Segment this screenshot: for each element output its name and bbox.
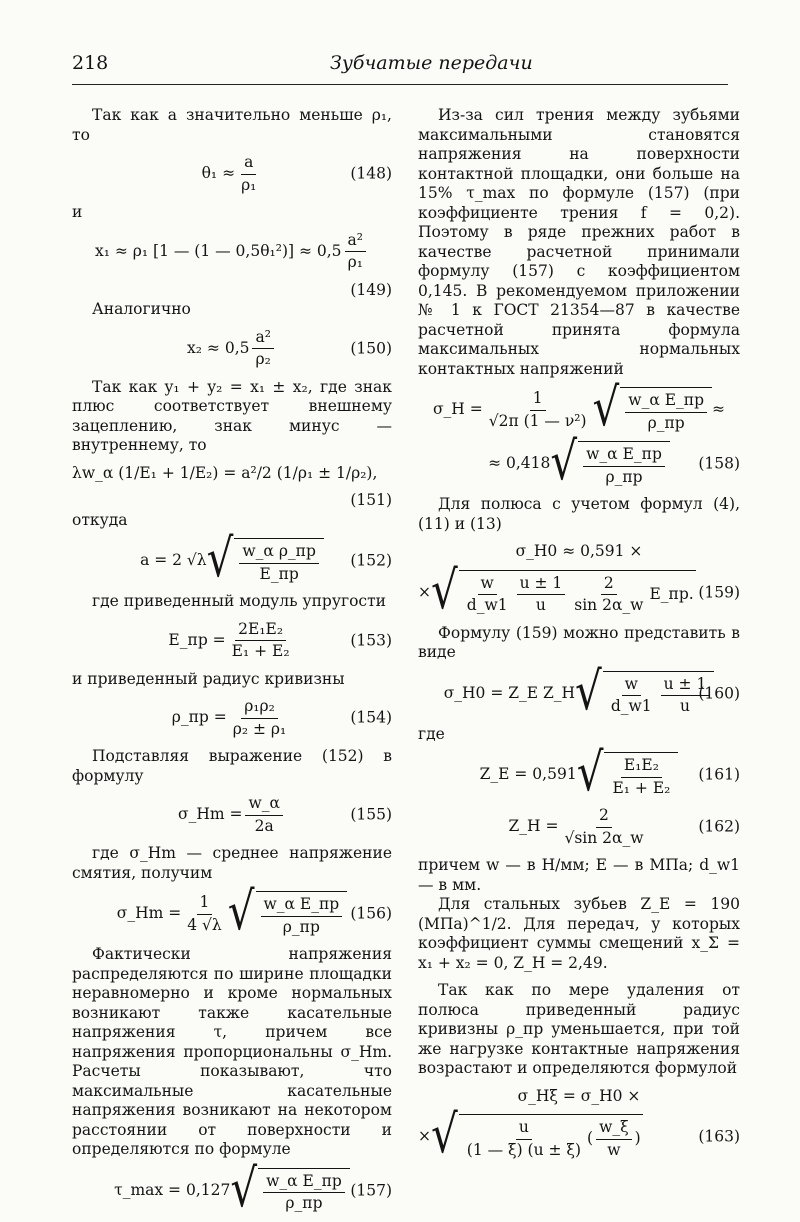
paragraph: Из-за сил трения между зубьями максимальными становятся напряжения на поверхности контактной площадки, они больше на 15% τ_max по формуле (157) (при коэффициенте трения f = 0,2). Поэтому в ряде прежних работ в качестве расчетной принимали формулу (157) с коэффициентом 0,145. В рекомендуемом приложении № 1 к ГОСТ 21354—87 в качестве расчетной принята формула максимальных нормальных контактных напряжений bbox=[418, 106, 740, 378]
equation-163-line1 bbox=[418, 1087, 740, 1107]
fraction bbox=[261, 895, 343, 937]
fraction bbox=[263, 1172, 345, 1214]
fraction bbox=[625, 391, 707, 433]
equation-number: (149) bbox=[350, 280, 392, 299]
radical bbox=[550, 430, 670, 492]
fraction bbox=[596, 1118, 632, 1160]
radical bbox=[431, 558, 696, 620]
sqrt-icon: √ bbox=[230, 1156, 258, 1218]
eq-lhs: x₂ ≈ 0,5 bbox=[187, 338, 250, 357]
numerator: a² bbox=[345, 231, 366, 253]
denominator: ρ₁ bbox=[241, 175, 257, 194]
fraction bbox=[486, 389, 590, 431]
denominator: ρ_пр bbox=[285, 1194, 323, 1212]
paragraph: Аналогично bbox=[92, 300, 191, 318]
radical bbox=[576, 741, 679, 803]
equation-151 bbox=[72, 464, 392, 484]
equation-154 bbox=[72, 697, 392, 739]
numerator: u ± 1 bbox=[517, 574, 566, 596]
running-title: Зубчатые передачи bbox=[330, 52, 533, 74]
sqrt-icon: √ bbox=[227, 880, 255, 942]
equation-number: (154) bbox=[350, 708, 392, 727]
numerator: a bbox=[241, 153, 256, 175]
paragraph: откуда bbox=[72, 510, 128, 529]
denominator: E₁ + E₂ bbox=[231, 642, 290, 660]
numerator: w bbox=[622, 675, 641, 697]
eq-lhs: σ_Hm = bbox=[178, 805, 243, 824]
fraction bbox=[245, 794, 282, 836]
denominator: √sin 2α_w bbox=[564, 828, 644, 847]
fraction bbox=[517, 574, 566, 616]
numerator: w_α ρ_пр bbox=[239, 542, 319, 564]
eq-lhs: σ_H = bbox=[432, 400, 483, 419]
radical bbox=[227, 880, 348, 942]
fraction bbox=[230, 697, 290, 739]
fraction bbox=[571, 574, 646, 616]
numerator: 1 bbox=[530, 389, 546, 411]
fraction bbox=[229, 620, 293, 662]
denominator: (1 — ξ) (u ± ξ) bbox=[466, 1140, 581, 1159]
equation-148 bbox=[72, 153, 392, 195]
sqrt-icon: √ bbox=[575, 659, 602, 721]
left-column bbox=[72, 106, 392, 1222]
paragraph: Для стальных зубьев Z_E = 190 (МПа)^1/2. Для передач, у которых коэффициент суммы смещений x_Σ = x₁ + x₂ = 0, Z_H = 2,49. bbox=[418, 895, 740, 972]
paragraph: Подставляя выражение (152) в формулу bbox=[72, 747, 392, 785]
paragraph: причем w — в Н/мм; E — в МПа; d_w1 — в мм. bbox=[418, 856, 740, 894]
equation-149 bbox=[72, 231, 392, 273]
numerator: w_ξ bbox=[596, 1118, 632, 1140]
denominator: u bbox=[679, 697, 690, 715]
equation-number: (159) bbox=[698, 582, 740, 601]
paragraph: Так как a значительно меньше ρ₁, то bbox=[72, 106, 392, 144]
eq-lhs: θ₁ ≈ bbox=[201, 164, 236, 183]
numerator: w_α E_пр bbox=[261, 895, 343, 917]
numerator: 2 bbox=[601, 574, 617, 596]
radical bbox=[592, 376, 713, 438]
page-header bbox=[72, 52, 728, 82]
denominator: sin 2α_w bbox=[574, 596, 644, 614]
numerator: w_α E_пр bbox=[625, 391, 707, 413]
equation-150 bbox=[72, 328, 392, 370]
equation-163 bbox=[418, 1103, 740, 1165]
paragraph: Так как по мере удаления от полюса приведенный радиус кривизны ρ_пр уменьшается, при той же нагрузке контактные напряжения возрастают и определяются формулой bbox=[418, 981, 740, 1077]
radical: √ $\frac{u}{(1 — \xi) (u \pm \xi)}$ ( $\frac{w\_\xi}{w}$ ) bbox=[431, 1103, 641, 1165]
paragraph: где приведенный модуль упругости bbox=[92, 592, 387, 610]
eq-lhs: Z_E = 0,591 bbox=[479, 765, 577, 784]
equation-159 bbox=[418, 558, 740, 620]
eq-lhs: x₁ ≈ ρ₁ [1 — (1 — 0,5θ₁²)] ≈ 0,5 bbox=[94, 241, 342, 260]
eq-lhs: σ_H0 ≈ 0,591 × bbox=[515, 542, 643, 560]
fraction bbox=[561, 806, 646, 848]
equation-161 bbox=[418, 741, 740, 803]
eq-tail: E_пр. bbox=[649, 584, 694, 603]
equation-number: (152) bbox=[350, 551, 392, 570]
denominator: d_w1 bbox=[466, 596, 508, 614]
times-sign: × bbox=[418, 582, 431, 601]
radical bbox=[206, 527, 324, 589]
equation-number: (155) bbox=[350, 805, 392, 824]
equation-number: (157) bbox=[350, 1180, 392, 1199]
numerator: w_α E_пр bbox=[263, 1172, 345, 1194]
denominator: √2π (1 — ν²) bbox=[488, 411, 587, 430]
radical bbox=[230, 1156, 350, 1218]
denominator: ρ₂ bbox=[255, 350, 271, 368]
fraction bbox=[238, 153, 259, 195]
equation-160 bbox=[418, 659, 740, 721]
fraction bbox=[609, 756, 673, 798]
paragraph: Формулу (159) можно представить в виде bbox=[418, 623, 740, 661]
eq-text: λw_α (1/E₁ + 1/E₂) = a²/2 (1/ρ₁ ± 1/ρ₂), bbox=[72, 463, 378, 482]
numerator: u ± 1 bbox=[661, 675, 710, 697]
sqrt-icon: √ bbox=[206, 527, 234, 589]
fraction bbox=[252, 328, 273, 370]
equation-number: (161) bbox=[698, 765, 740, 784]
numerator: 1 bbox=[197, 893, 213, 915]
denominator: 4 √λ bbox=[187, 915, 222, 934]
equation-158 bbox=[418, 376, 740, 438]
denominator: E₁ + E₂ bbox=[612, 778, 671, 797]
numerator: w_α bbox=[245, 794, 282, 816]
equation-155 bbox=[72, 794, 392, 836]
equation-158-line2 bbox=[418, 430, 740, 492]
equation-156 bbox=[72, 880, 392, 942]
equation-number: (151) bbox=[350, 491, 392, 509]
equation-157 bbox=[72, 1156, 392, 1218]
numerator: 2E₁E₂ bbox=[235, 620, 286, 642]
eq-lhs: τ_max = 0,127 bbox=[114, 1180, 231, 1199]
equation-number: (153) bbox=[350, 630, 392, 649]
denominator: ρ_пр bbox=[605, 467, 643, 486]
denominator: E_пр bbox=[259, 564, 299, 583]
times-sign: × bbox=[418, 1127, 431, 1146]
equation-159-line1 bbox=[418, 542, 740, 562]
eq-lhs: ≈ 0,418 bbox=[488, 454, 551, 473]
denominator: ρ₂ ± ρ₁ bbox=[232, 719, 287, 738]
denominator: w bbox=[607, 1140, 621, 1159]
equation-153 bbox=[72, 620, 392, 662]
paragraph: где bbox=[418, 724, 445, 743]
numerator: w_α E_пр bbox=[583, 445, 665, 467]
paragraph: и приведенный радиус кривизны bbox=[72, 669, 345, 688]
fraction bbox=[239, 542, 319, 584]
sqrt-icon: √ bbox=[592, 376, 620, 438]
denominator: d_w1 bbox=[610, 697, 652, 715]
numerator: a² bbox=[252, 328, 273, 350]
fraction bbox=[345, 231, 366, 273]
sqrt-icon: √ bbox=[431, 1103, 458, 1165]
fraction bbox=[464, 1118, 584, 1160]
numerator: w bbox=[478, 574, 497, 596]
eq-lhs: σ_Hξ = σ_H0 × bbox=[517, 1086, 641, 1105]
right-column bbox=[418, 106, 740, 1168]
eq-lhs: σ_Hm = bbox=[116, 904, 182, 923]
eq-lhs: σ_H0 = Z_E Z_H bbox=[443, 683, 576, 702]
denominator: ρ_пр bbox=[282, 917, 320, 936]
paragraph: где σ_Hm — среднее напряжение смятия, получим bbox=[72, 844, 392, 882]
numerator: E₁E₂ bbox=[621, 756, 662, 778]
denominator: 2a bbox=[254, 816, 274, 835]
eq-lhs: a = 2 √λ bbox=[140, 551, 207, 570]
paragraph: Фактически напряжения распределяются по ширине площадки неравномерно и кроме нормальных возникают также касательные напряжения τ, причем все напряжения пропорциональны σ_Hm. Расчеты показывают, что максимальные касательные напряжения возникают на некотором расстоянии от поверхности и определяются по формуле bbox=[72, 945, 392, 1158]
numerator: 2 bbox=[596, 806, 612, 828]
approx-sign: ≈ bbox=[712, 400, 726, 419]
denominator: ρ_пр bbox=[647, 413, 685, 432]
equation-162 bbox=[418, 806, 740, 848]
paragraph: и bbox=[72, 203, 83, 221]
numerator: u bbox=[516, 1118, 532, 1140]
denominator: u bbox=[535, 596, 546, 614]
equation-152 bbox=[72, 527, 392, 589]
page-number: 218 bbox=[72, 52, 109, 74]
numerator: ρ₁ρ₂ bbox=[241, 697, 278, 719]
fraction bbox=[583, 445, 665, 487]
equation-number: (156) bbox=[350, 904, 392, 923]
fraction bbox=[464, 574, 511, 616]
equation-number: (150) bbox=[350, 338, 392, 357]
eq-lhs: Z_H = bbox=[508, 817, 559, 836]
sqrt-icon: √ bbox=[431, 558, 458, 620]
sqrt-icon: √ bbox=[550, 430, 578, 492]
eq-lhs: E_пр = bbox=[168, 630, 226, 649]
fraction bbox=[608, 675, 655, 717]
header-rule bbox=[72, 84, 728, 85]
equation-number: (160) bbox=[698, 683, 740, 702]
radical bbox=[575, 659, 714, 721]
equation-number: (158) bbox=[698, 454, 740, 473]
denominator: ρ₁ bbox=[347, 253, 363, 271]
paragraph: Так как y₁ + y₂ = x₁ ± x₂, где знак плюс соответствует внешнему зацеплению, знак минус — внутреннему, то bbox=[72, 377, 392, 454]
equation-number: (162) bbox=[698, 817, 740, 836]
sqrt-icon: √ bbox=[576, 741, 604, 803]
paragraph: Для полюса с учетом формул (4), (11) и (13) bbox=[418, 495, 740, 533]
equation-number: (148) bbox=[350, 164, 392, 183]
eq-lhs: ρ_пр = bbox=[171, 708, 227, 727]
fraction bbox=[184, 893, 225, 935]
equation-number: (163) bbox=[698, 1127, 740, 1146]
